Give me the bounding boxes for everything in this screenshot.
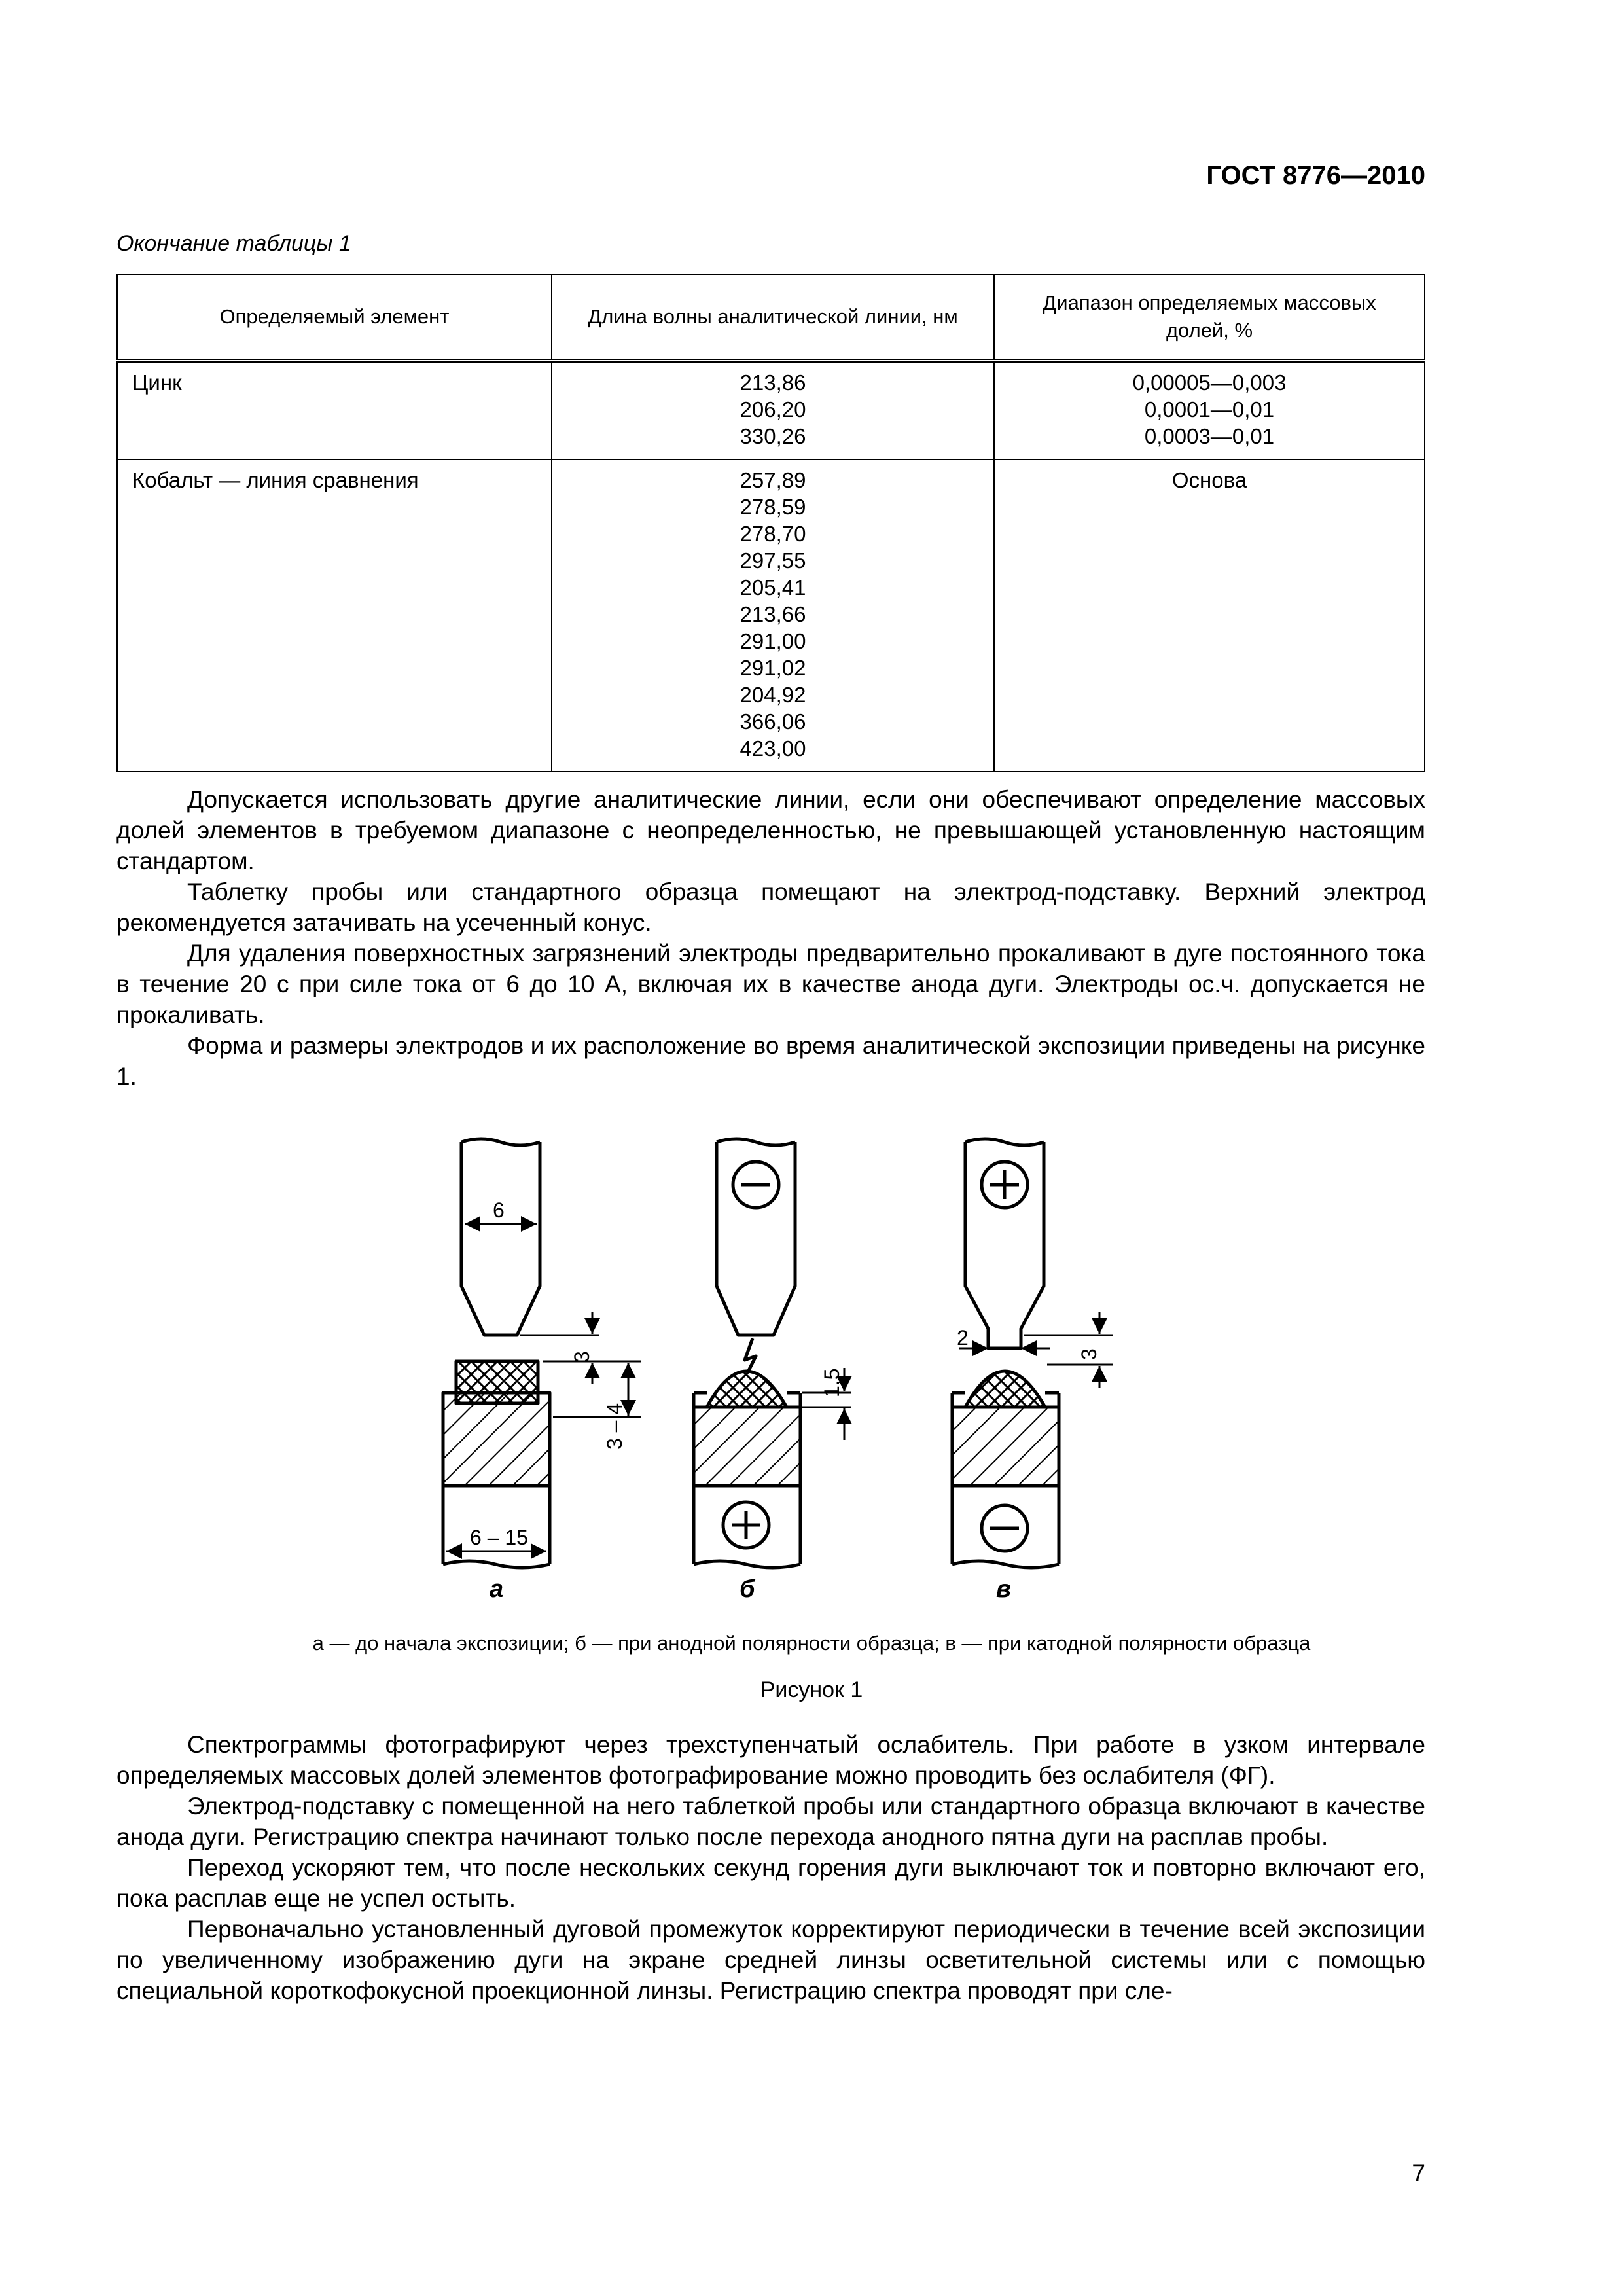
wavelength-value: 213,66 [740,602,806,626]
document-id: ГОСТ 8776—2010 [1206,161,1425,190]
figure-1-electrodes [0,1126,1623,1636]
table-cell-wavelengths [552,361,994,459]
wavelength-value: 204,92 [740,683,806,707]
wavelength-value: 213,86 [740,370,806,395]
range-value: Основа [1171,468,1247,492]
figure-title: Рисунок 1 [760,1677,863,1702]
table-header-element: Определяемый элемент [117,274,552,361]
wavelength-value: 278,70 [740,522,806,546]
electrode-set-c [952,1139,1059,1568]
table-header-row [117,274,1425,361]
dim-width-bottom: 6 – 15 [470,1526,528,1549]
dim-tablet-height: 3 – 4 [603,1403,626,1450]
range-value: 0,0001—0,01 [1144,397,1275,422]
dim-gap-a: 3 [570,1351,594,1363]
wavelength-value: 297,55 [740,548,806,573]
range-list [995,460,1424,503]
dim-width-top: 6 [493,1198,505,1222]
table-cell-element [117,361,552,459]
dim-tip-c: 2 [957,1326,969,1350]
paragraph: Электрод-подставку с помещенной на него таблеткой пробы или стандартного образца включают в качестве анода дуги. Регистрацию спектра начинают только после перехода анодного пятна дуги на расплав пробы. [116,1793,1425,1850]
figure-part-labels [490,1575,1011,1603]
table-cell-element [117,459,552,772]
table-1 [116,274,1425,772]
label-c: в [996,1575,1011,1603]
element-cobalt: Кобальт — линия сравнения [132,468,419,492]
wavelength-value: 291,02 [740,656,806,680]
label-a: а [490,1575,504,1603]
table-row [117,361,1425,459]
paragraph: Переход ускоряют тем, что после нескольких секунд горения дуги выключают ток и повторно включают его, пока расплав еще не успел остыть. [116,1854,1425,1912]
table-caption: Окончание таблицы 1 [116,231,351,256]
body-text-bottom [116,1729,1425,2006]
dim-gap-c: 3 [1077,1348,1101,1360]
minus-icon [733,1162,779,1208]
label-b: б [740,1575,755,1603]
wavelength-value: 257,89 [740,468,806,492]
element-zinc: Цинк [132,370,182,395]
wavelength-value: 291,00 [740,629,806,653]
table-row [117,459,1425,772]
figure-caption: а — до начала экспозиции; б — при анодной полярности образца; в — при катодной полярности образца [312,1632,1311,1655]
table-cell-wavelengths [552,459,994,772]
paragraph: Первоначально установленный дуговой промежуток корректируют периодически в течение всей экспозиции по увеличенному изображению дуги на экране средней линзы осветительной системы или с помощью специальной короткофокусной проекционной линзы. Регистрацию спектра проводят при сле- [116,1916,1425,2004]
table-cell-ranges [994,459,1425,772]
wavelength-value: 278,59 [740,495,806,519]
minus-icon [982,1505,1027,1551]
wavelength-list [552,460,993,771]
table-header-range: Диапазон определяемых массовых долей, % [1043,291,1376,342]
range-list [995,363,1424,459]
table-cell-ranges [994,361,1425,459]
paragraph: Допускается использовать другие аналитические линии, если они обеспечивают определение массовых долей элементов в требуемом диапазоне с неопределенностью, не превышающей установленную настоящим стандартом. [116,786,1425,874]
wavelength-value: 205,41 [740,575,806,600]
paragraph: Спектрограммы фотографируют через трехступенчатый ослабитель. При работе в узком интервале определяемых массовых долей элементов фотографирование можно проводить без ослабителя (ФГ). [116,1731,1425,1789]
paragraph: Форма и размеры электродов и их расположение во время аналитической экспозиции приведены на рисунке 1. [116,1032,1425,1090]
wavelength-value: 330,26 [740,424,806,448]
dim-gap-b: 1,5 [820,1368,844,1397]
plus-icon [982,1162,1027,1208]
range-value: 0,0003—0,01 [1144,424,1275,448]
table-header-wavelength: Длина волны аналитической линии, нм [552,274,994,361]
wavelength-value: 206,20 [740,397,806,422]
body-text-top [116,784,1425,1092]
wavelength-value: 366,06 [740,709,806,734]
wavelength-value: 423,00 [740,736,806,761]
wavelength-list [552,363,993,459]
paragraph: Таблетку пробы или стандартного образца помещают на электрод-подставку. Верхний электрод рекомендуется затачивать на усеченный конус. [116,878,1425,936]
paragraph: Для удаления поверхностных загрязнений электроды предварительно прокаливают в дуге постоянного тока в течение 20 с при силе тока от 6 до 10 А, включая их в качестве анода дуги. Электроды ос.ч. допускается не прокаливать. [116,940,1425,1028]
range-value: 0,00005—0,003 [1132,370,1287,395]
page-number: 7 [1412,2160,1425,2187]
plus-icon [723,1502,769,1548]
table-header-range-cell [994,274,1425,361]
